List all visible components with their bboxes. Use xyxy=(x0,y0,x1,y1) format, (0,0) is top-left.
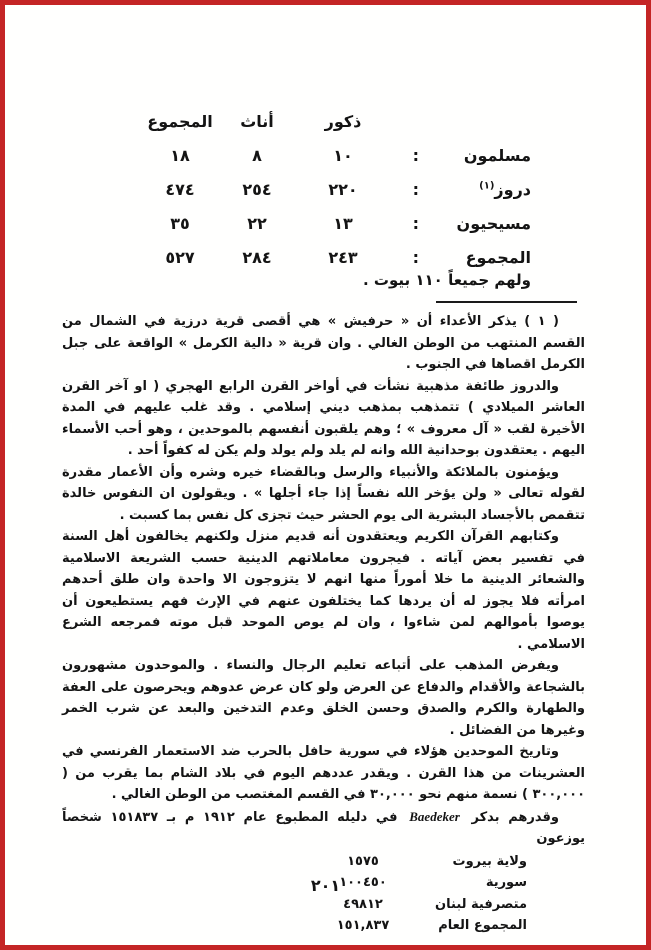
distribution-label: المجموع العام xyxy=(438,918,527,933)
baedeker-suffix: في دليله المطبوع عام ١٩١٢ م بـ ١٥١٨٣٧ شخصاً يوزعون xyxy=(62,809,585,846)
row-label-christians xyxy=(421,214,531,233)
cell-females: ٢٢ xyxy=(247,213,267,233)
cell-total: ١٨ xyxy=(170,145,190,165)
row-colon: : xyxy=(412,179,419,199)
distribution-label: ولاية بيروت xyxy=(452,853,527,869)
footnote-paragraph: والدروز طائفة مذهبية نشأت في أواخر القرن الرابع الهجري ( او آخر القرن العاشر الميلادي ) تتمذهب بمذهب ديني إسلامي . وقد غلب عليهم في المدة الأخيرة لقب « آل معروف » ؛ وهم يلقبون أنفسهم بالموحدين ، وهو أحب الأسماء اليهم . يعتقدون بوحدانية الله وانه لم يلد ولم يولد ولم يكن له كفواً أحد . xyxy=(62,378,585,458)
cell-males: ٢٢٠ xyxy=(328,179,358,199)
page-number: ٢٠١ xyxy=(310,876,341,895)
column-header-males: ذكور xyxy=(324,111,362,131)
distribution-value: ١٥١,٨٣٧ xyxy=(336,918,390,933)
cell-males: ١٣ xyxy=(333,213,353,233)
row-label-text: مسلمون xyxy=(463,145,531,165)
footnote-block xyxy=(62,311,585,937)
cell-males: ١٠ xyxy=(333,145,353,165)
column-header-total: المجموع xyxy=(147,111,213,131)
houses-summary-line: ولهم جميعاً ١١٠ بيوت . xyxy=(362,271,531,289)
distribution-value: ١٥٧٥ xyxy=(347,853,379,869)
row-label-total xyxy=(421,248,531,267)
baedeker-latin-name: Baedeker xyxy=(409,808,460,824)
row-colon: : xyxy=(412,213,419,233)
column-header-females: أناث xyxy=(240,111,274,131)
cell-males: ٢٤٣ xyxy=(328,247,358,267)
distribution-value: ١٠٠٤٥٠ xyxy=(339,875,387,890)
cell-total: ٥٢٧ xyxy=(165,247,195,267)
cell-females: ٨ xyxy=(252,145,262,165)
footnote-paragraph: وكتابهم القرآن الكريم ويعتقدون أنه قديم منزل ولكنهم يخالفون أهل السنة في تفسير بعض آياته . فيجرون معاملاتهم الدينية حسب الشريعة الاسلامية والشعائر الدينية ما خلا أموراً منها انهم لا يتزوجون الا واحدة وان طلق أحدهم امرأته فلا يجوز له أن يردها كما يختلفون عنهم في الإرث فهم يستطيعون أن يوصوا بأموالهم لمن شاءوا ، وان لم يوص الموحد قبل موته فمرجعه الشرع الاسلامي . xyxy=(62,529,585,652)
row-label-text: دروز xyxy=(494,179,531,199)
distribution-label: متصرفية لبنان xyxy=(435,896,527,912)
baedeker-prefix: وقدرهم بدكر xyxy=(471,809,559,825)
row-label-text: مسيحيون xyxy=(456,213,531,233)
cell-total: ٤٧٤ xyxy=(165,179,195,199)
footnote-paragraph: ( ١ ) يذكر الأعداء أن « حرفيش » هي أقصى قرية درزية في الشمال من القسم المنتهب من الوطن الغالي . وان قرية « دالية الكرمل » الواقعة على جبل الكرمل اقصاها في الجنوب . xyxy=(62,314,585,372)
footnote-separator-rule xyxy=(436,301,577,303)
row-label-text: المجموع xyxy=(465,247,531,267)
population-table xyxy=(141,104,531,274)
row-colon: : xyxy=(412,145,419,165)
distribution-label: سورية xyxy=(485,875,527,890)
cell-females: ٢٥٤ xyxy=(242,179,272,199)
row-label-druze xyxy=(421,180,531,199)
cell-total: ٣٥ xyxy=(170,213,190,233)
distribution-value: ٤٩٨١٢ xyxy=(343,896,383,912)
footnote-paragraph: وتاريخ الموحدين هؤلاء في سورية حافل بالحرب ضد الاستعمار الفرنسي في العشرينات من هذا القرن . ويقدر عددهم اليوم في بلاد الشام بما يقرب من ( ٣٠٠,٠٠٠ ) نسمة منهم نحو ٣٠,٠٠٠ في القسم المغتصب من الوطن الغالي . xyxy=(62,744,585,802)
footnote-paragraph: ويؤمنون بالملائكة والأنبياء والرسل وبالقضاء خيره وشره وأن الأعمار مقدرة لقوله تعالى « ولن يؤخر الله نفساً إذا جاء أجلها » . ويقولون ان النفوس خالدة تتقمص بالأجساد البشرية الى يوم الحشر حيث تجزى كل نفس بما كسبت . xyxy=(62,464,585,523)
footnote-paragraph: ويفرض المذهب على أتباعه تعليم الرجال والنساء . والموحدون مشهورون بالشجاعة والأقدام والدفاع عن العرض ولو كان عرض عدوهم ويحرصون على العفة والطهارة والكرم والصدق وحسن الخلق وعدم التدخين والبعد عن شرب الخمر وغيرها من الفضائل . xyxy=(62,658,585,738)
baedeker-line xyxy=(62,806,585,850)
row-label-muslims xyxy=(421,146,531,165)
row-colon: : xyxy=(412,247,419,267)
footnote-marker: (١) xyxy=(479,180,495,192)
cell-females: ٢٨٤ xyxy=(242,247,272,267)
